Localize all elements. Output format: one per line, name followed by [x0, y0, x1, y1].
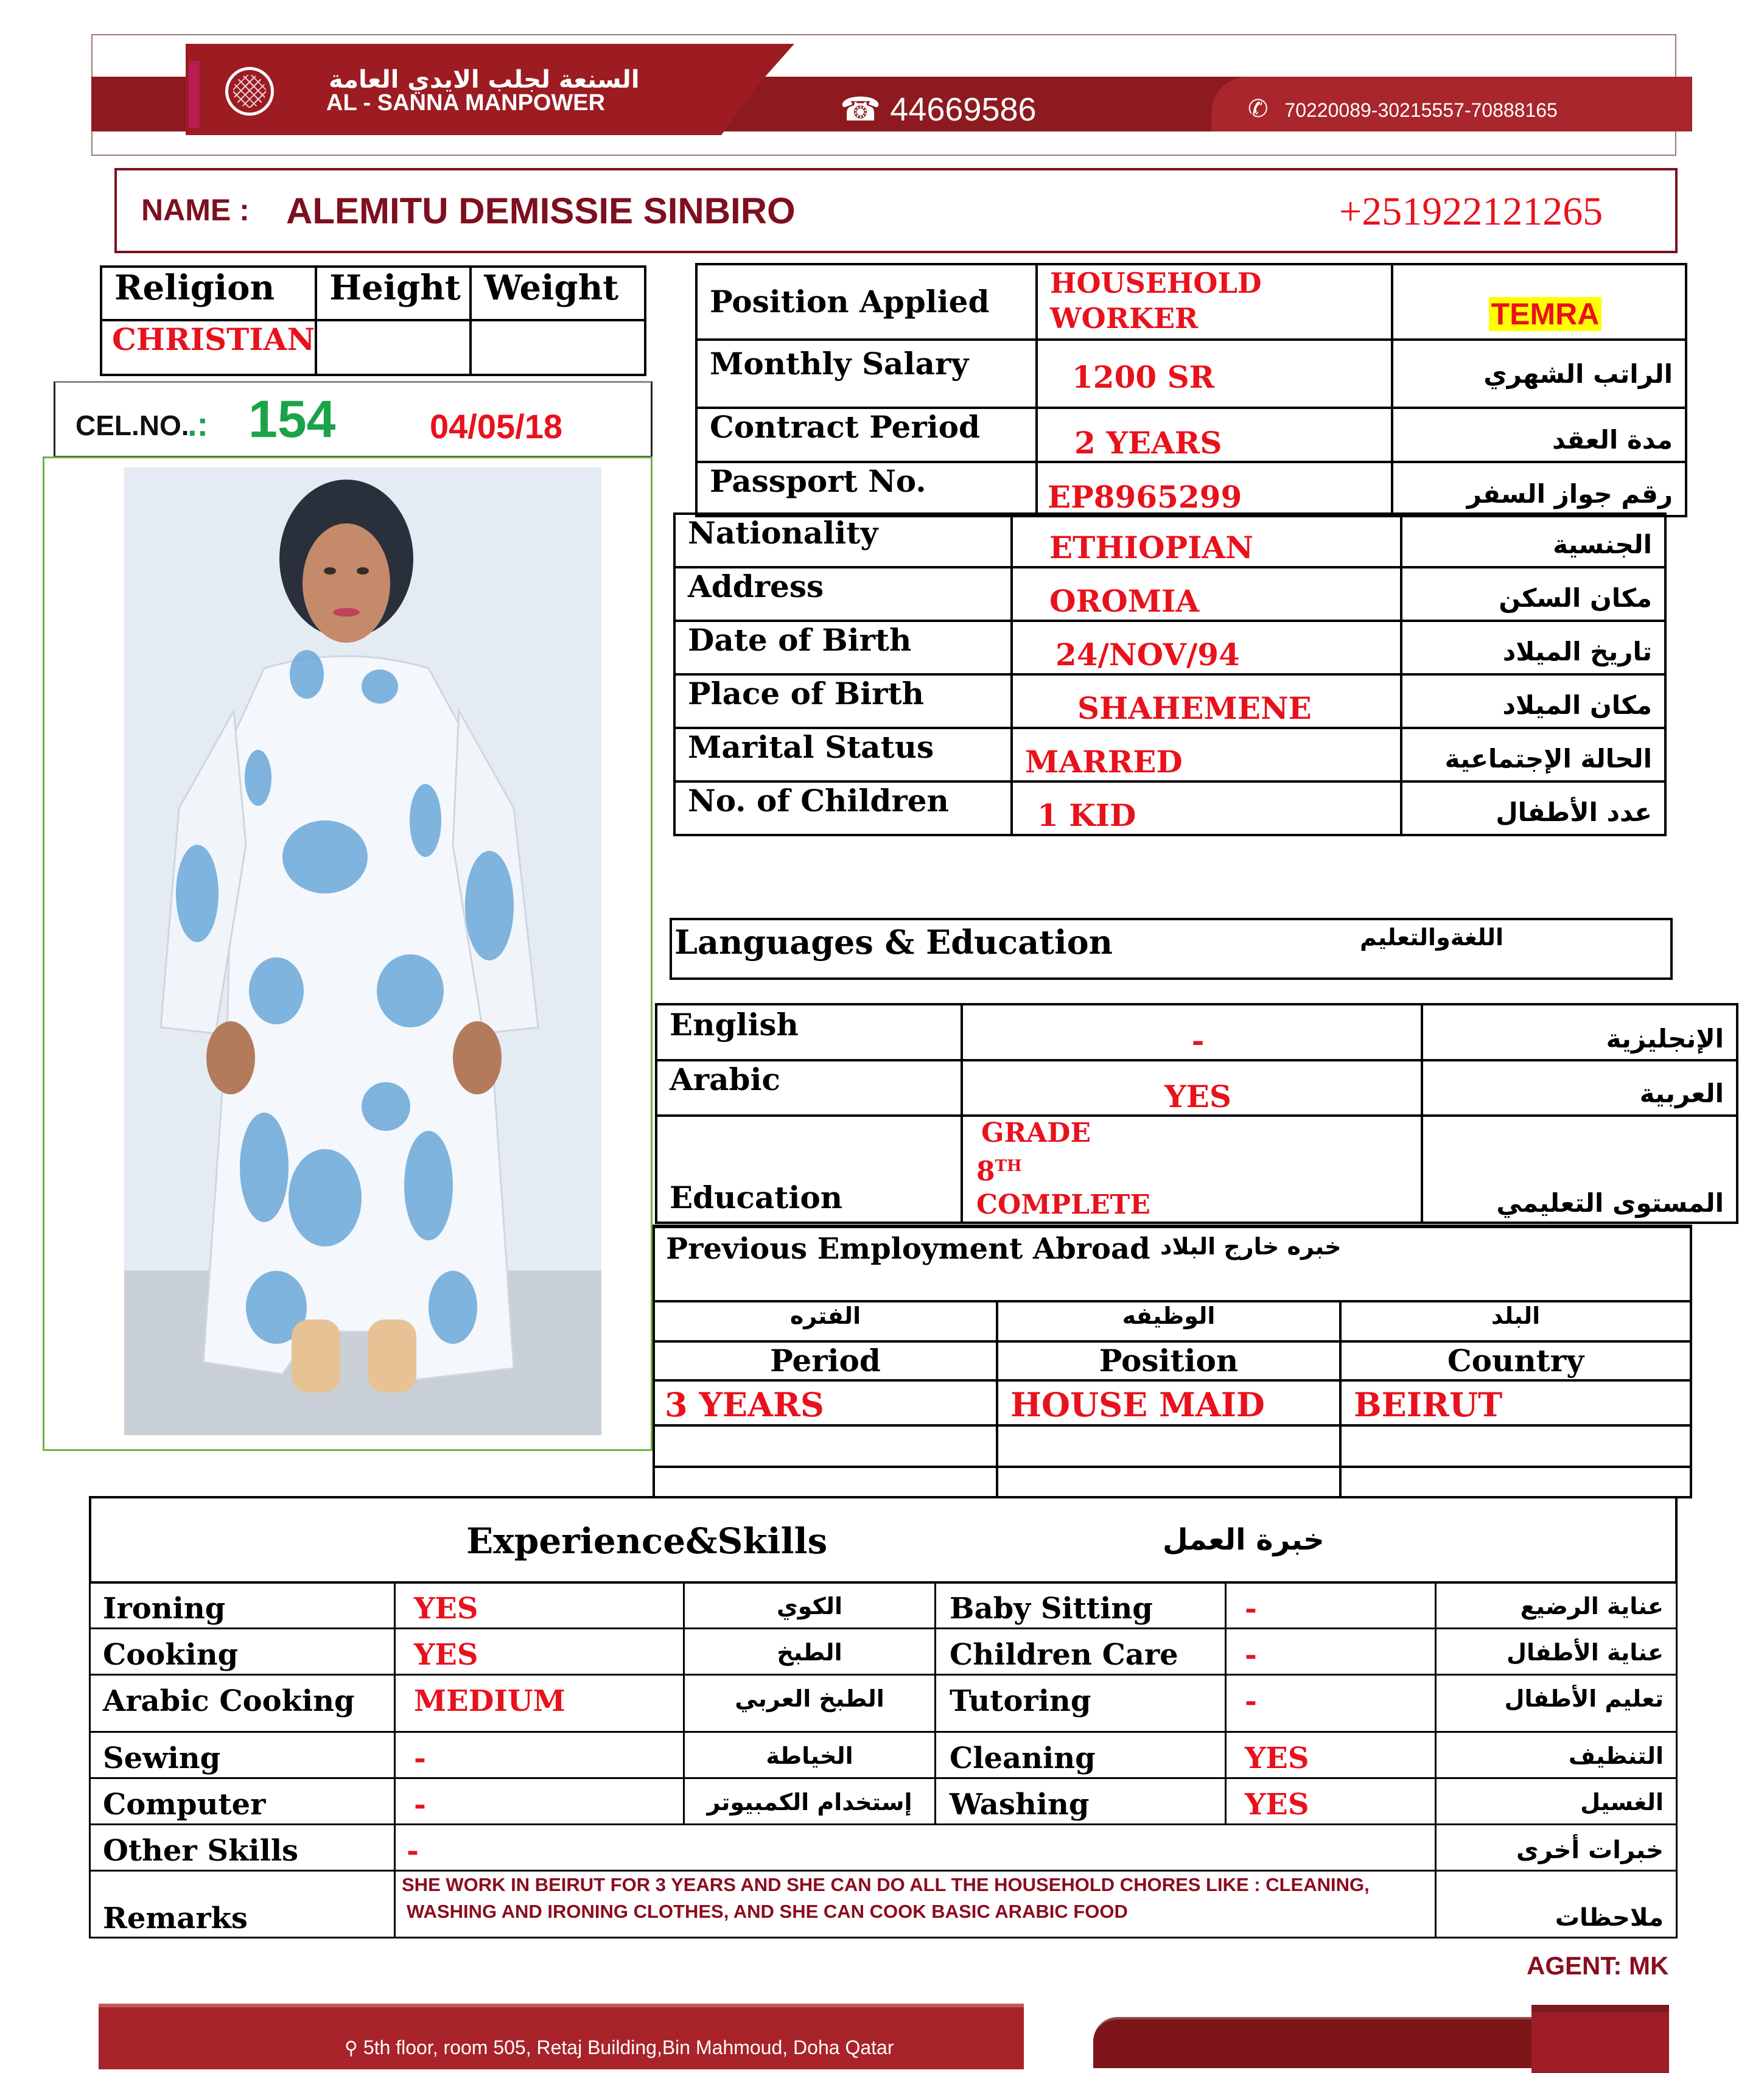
- skill-label-ar: الطبخ: [684, 1629, 936, 1675]
- personal-ar: عدد الأطفال: [1401, 781, 1665, 835]
- personal-row: [674, 781, 1665, 835]
- position-header-ar: الوظيفه: [997, 1301, 1340, 1341]
- employment-title-box: [653, 1225, 1692, 1304]
- education-status: COMPLETE: [976, 1189, 1150, 1220]
- employment-country: [1340, 1467, 1691, 1497]
- remarks-value: [395, 1871, 1436, 1938]
- header-accent-bar: [189, 61, 200, 128]
- personal-value: 24/NOV/94: [1012, 621, 1401, 674]
- height-header: Height: [316, 267, 471, 320]
- passport-label: Passport No.: [696, 462, 1037, 516]
- skill-label-ar: عناية الرضيع: [1436, 1582, 1677, 1629]
- skills-table: [89, 1581, 1678, 1938]
- skill-value: -: [395, 1732, 684, 1778]
- agent-label: AGENT: MK: [1527, 1951, 1669, 1980]
- employment-title: Previous Employment Abroad: [666, 1232, 1150, 1266]
- personal-label: Date of Birth: [674, 621, 1012, 674]
- other-skills-ar: خبرات أخرى: [1436, 1825, 1677, 1871]
- employment-position: HOUSE MAID: [997, 1380, 1340, 1425]
- personal-value: SHAHEMENE: [1012, 674, 1401, 728]
- personal-ar: مكان الميلاد: [1401, 674, 1665, 728]
- footer-right-block: [1531, 2005, 1669, 2073]
- language-row: [656, 1004, 1737, 1060]
- personal-value: ETHIOPIAN: [1012, 514, 1401, 567]
- skill-value: YES: [1226, 1732, 1436, 1778]
- position-applied-label: Position Applied: [696, 264, 1037, 340]
- skill-label: Arabic Cooking: [90, 1675, 395, 1732]
- telephone-icon: ☎: [840, 91, 881, 128]
- physical-table: [100, 265, 646, 376]
- remarks-line-2: WASHING AND IRONING CLOTHES, AND SHE CAN COOK BASIC ARABIC FOOD: [407, 1901, 1128, 1922]
- personal-label: Marital Status: [674, 728, 1012, 781]
- map-pin-icon: ⚲: [345, 2038, 358, 2058]
- skills-title: Experience&Skills: [466, 1520, 828, 1562]
- languages-title: Languages & Education: [674, 923, 1113, 962]
- skill-value: YES: [395, 1629, 684, 1675]
- personal-label: No. of Children: [674, 781, 1012, 835]
- employment-table: [653, 1300, 1692, 1498]
- language-row: [656, 1060, 1737, 1116]
- skill-label-ar: إستخدام الكمبيوتر: [684, 1778, 936, 1825]
- personal-value: OROMIA: [1012, 567, 1401, 621]
- contract-period-label: Contract Period: [696, 408, 1037, 462]
- arabic-ar: العربية: [1422, 1060, 1737, 1116]
- personal-row: [674, 514, 1665, 567]
- cel-no-number: 154: [248, 390, 336, 449]
- personal-row: [674, 621, 1665, 674]
- monthly-salary-value: 1200 SR: [1037, 340, 1392, 408]
- education-level: [976, 1150, 1421, 1189]
- remarks-line-1: SHE WORK IN BEIRUT FOR 3 YEARS AND SHE CAN DO ALL THE HOUSEHOLD CHORES LIKE : CLEANING,: [402, 1874, 1370, 1895]
- personal-row: [674, 567, 1665, 621]
- education-ar: المستوى التعليمي: [1422, 1116, 1737, 1223]
- weight-header: Weight: [471, 267, 645, 320]
- skill-row: [90, 1675, 1677, 1732]
- education-level-suffix: TH: [995, 1157, 1022, 1175]
- monthly-salary-label: Monthly Salary: [696, 340, 1037, 408]
- employment-title-ar: خبره خارج البلاد: [1160, 1233, 1342, 1260]
- skill-value: YES: [395, 1582, 684, 1629]
- employment-row: [654, 1467, 1691, 1497]
- arabic-label: Arabic: [656, 1060, 962, 1116]
- employment-row: [654, 1380, 1691, 1425]
- education-value: [962, 1116, 1422, 1223]
- education-level-number: 8: [976, 1156, 995, 1187]
- application-row: [696, 340, 1686, 408]
- candidate-photo: [124, 467, 601, 1435]
- skill-value: -: [1226, 1675, 1436, 1732]
- education-label: Education: [656, 1116, 962, 1223]
- religion-header: Religion: [101, 267, 316, 320]
- candidate-phone: +251922121265: [1339, 189, 1603, 234]
- cel-no-label: CEL.NO.: [75, 410, 189, 441]
- landline: [840, 90, 1037, 128]
- skill-label: Cooking: [90, 1629, 395, 1675]
- monthly-salary-ar: الراتب الشهري: [1392, 340, 1686, 408]
- skills-title-ar: خبرة العمل: [1163, 1523, 1325, 1557]
- position-header: Position: [997, 1341, 1340, 1380]
- languages-title-box: [670, 918, 1673, 980]
- employment-period: [654, 1425, 997, 1467]
- english-value: -: [962, 1004, 1422, 1060]
- skill-label-ar: الغسيل: [1436, 1778, 1677, 1825]
- personal-value: MARRED: [1012, 728, 1401, 781]
- footer-address-text: 5th floor, room 505, Retaj Building,Bin Mahmoud, Doha Qatar: [363, 2036, 894, 2058]
- footer-address: [345, 2036, 894, 2059]
- personal-value: 1 KID: [1012, 781, 1401, 835]
- application-row: [696, 264, 1686, 340]
- english-ar: الإنجليزية: [1422, 1004, 1737, 1060]
- mobiles: [1248, 95, 1558, 123]
- skill-label-ar: عناية الأطفال: [1436, 1629, 1677, 1675]
- application-row: [696, 408, 1686, 462]
- skill-row: [90, 1582, 1677, 1629]
- skill-value: -: [395, 1778, 684, 1825]
- personal-label: Address: [674, 567, 1012, 621]
- personal-label: Place of Birth: [674, 674, 1012, 728]
- personal-row: [674, 728, 1665, 781]
- skill-label: Children Care: [936, 1629, 1226, 1675]
- other-skills-row: [90, 1825, 1677, 1871]
- skills-title-box: [89, 1496, 1678, 1584]
- skill-row: [90, 1629, 1677, 1675]
- employment-row: [654, 1425, 1691, 1467]
- cel-date: 04/05/18: [430, 407, 562, 446]
- skill-label: Cleaning: [936, 1732, 1226, 1778]
- candidate-photo-illustration: [124, 467, 601, 1435]
- remarks-ar: ملاحظات: [1436, 1871, 1677, 1938]
- other-skills-label: Other Skills: [90, 1825, 395, 1871]
- height-value: [316, 320, 471, 375]
- employment-country: BEIRUT: [1340, 1380, 1691, 1425]
- personal-ar: الحالة الإجتماعية: [1401, 728, 1665, 781]
- skill-label-ar: تعليم الأطفال: [1436, 1675, 1677, 1732]
- skill-label-ar: الطبخ العربي: [684, 1675, 936, 1732]
- skill-row: [90, 1732, 1677, 1778]
- personal-label: Nationality: [674, 514, 1012, 567]
- company-name-arabic: السنعة لجلب الايدي العامة: [329, 66, 640, 94]
- personal-ar: الجنسية: [1401, 514, 1665, 567]
- religion-value: CHRISTIAN: [101, 320, 316, 375]
- company-name: AL - SANNA MANPOWER: [326, 90, 606, 116]
- skill-label: Sewing: [90, 1732, 395, 1778]
- english-label: English: [656, 1004, 962, 1060]
- employment-header-ar-row: [654, 1301, 1691, 1341]
- employment-position: [997, 1467, 1340, 1497]
- skill-label: Ironing: [90, 1582, 395, 1629]
- remarks-label: Remarks: [90, 1871, 395, 1938]
- skill-label: Baby Sitting: [936, 1582, 1226, 1629]
- personal-ar: مكان السكن: [1401, 567, 1665, 621]
- employment-header-row: [654, 1341, 1691, 1380]
- languages-table: [655, 1003, 1738, 1224]
- position-applied-extra: [1392, 264, 1686, 340]
- education-grade: GRADE: [981, 1117, 1091, 1148]
- languages-title-ar: اللغةوالتعليم: [1360, 924, 1503, 951]
- contract-period-ar: مدة العقد: [1392, 408, 1686, 462]
- skill-value: -: [1226, 1582, 1436, 1629]
- mobile-numbers: 70220089-30215557-70888165: [1284, 99, 1558, 121]
- skill-value: YES: [1226, 1778, 1436, 1825]
- skill-value: MEDIUM: [395, 1675, 684, 1732]
- other-skills-value: -: [395, 1825, 1436, 1871]
- personal-row: [674, 674, 1665, 728]
- remarks-row: [90, 1871, 1677, 1938]
- skill-value: -: [1226, 1629, 1436, 1675]
- temra-highlight: TEMRA: [1489, 297, 1602, 331]
- mobile-phone-icon: ✆: [1248, 96, 1269, 122]
- employment-period: 3 YEARS: [654, 1380, 997, 1425]
- employment-period: [654, 1467, 997, 1497]
- weight-value: [471, 320, 645, 375]
- landline-number: 44669586: [890, 91, 1037, 128]
- name-label: NAME :: [141, 193, 250, 227]
- period-header-ar: الفتره: [654, 1301, 997, 1341]
- skill-label-ar: الخياطة: [684, 1732, 936, 1778]
- personal-table: [673, 512, 1667, 836]
- position-applied-value: [1037, 264, 1392, 340]
- skill-row: [90, 1778, 1677, 1825]
- skill-label: Washing: [936, 1778, 1226, 1825]
- contract-period-value: 2 YEARS: [1037, 408, 1392, 462]
- skill-label-ar: الكوي: [684, 1582, 936, 1629]
- globe-logo-icon: [225, 67, 274, 116]
- country-header-ar: البلد: [1340, 1301, 1691, 1341]
- skill-label: Computer: [90, 1778, 395, 1825]
- employment-country: [1340, 1425, 1691, 1467]
- candidate-name: ALEMITU DEMISSIE SINBIRO: [286, 191, 796, 231]
- position-applied-text: HOUSEHOLD WORKER: [1050, 267, 1262, 335]
- period-header: Period: [654, 1341, 997, 1380]
- passport-ar: رقم جواز السفر: [1392, 462, 1686, 516]
- employment-position: [997, 1425, 1340, 1467]
- arabic-value: YES: [962, 1060, 1422, 1116]
- skill-label-ar: التنظيف: [1436, 1732, 1677, 1778]
- passport-value: EP8965299: [1037, 462, 1392, 516]
- footer-dark-band: [1093, 2017, 1531, 2068]
- skill-label: Tutoring: [936, 1675, 1226, 1732]
- application-row: [696, 462, 1686, 516]
- application-table: [695, 263, 1687, 517]
- country-header: Country: [1340, 1341, 1691, 1380]
- cel-no-colon: .:: [187, 405, 209, 443]
- personal-ar: تاريخ الميلاد: [1401, 621, 1665, 674]
- education-row: [656, 1116, 1737, 1223]
